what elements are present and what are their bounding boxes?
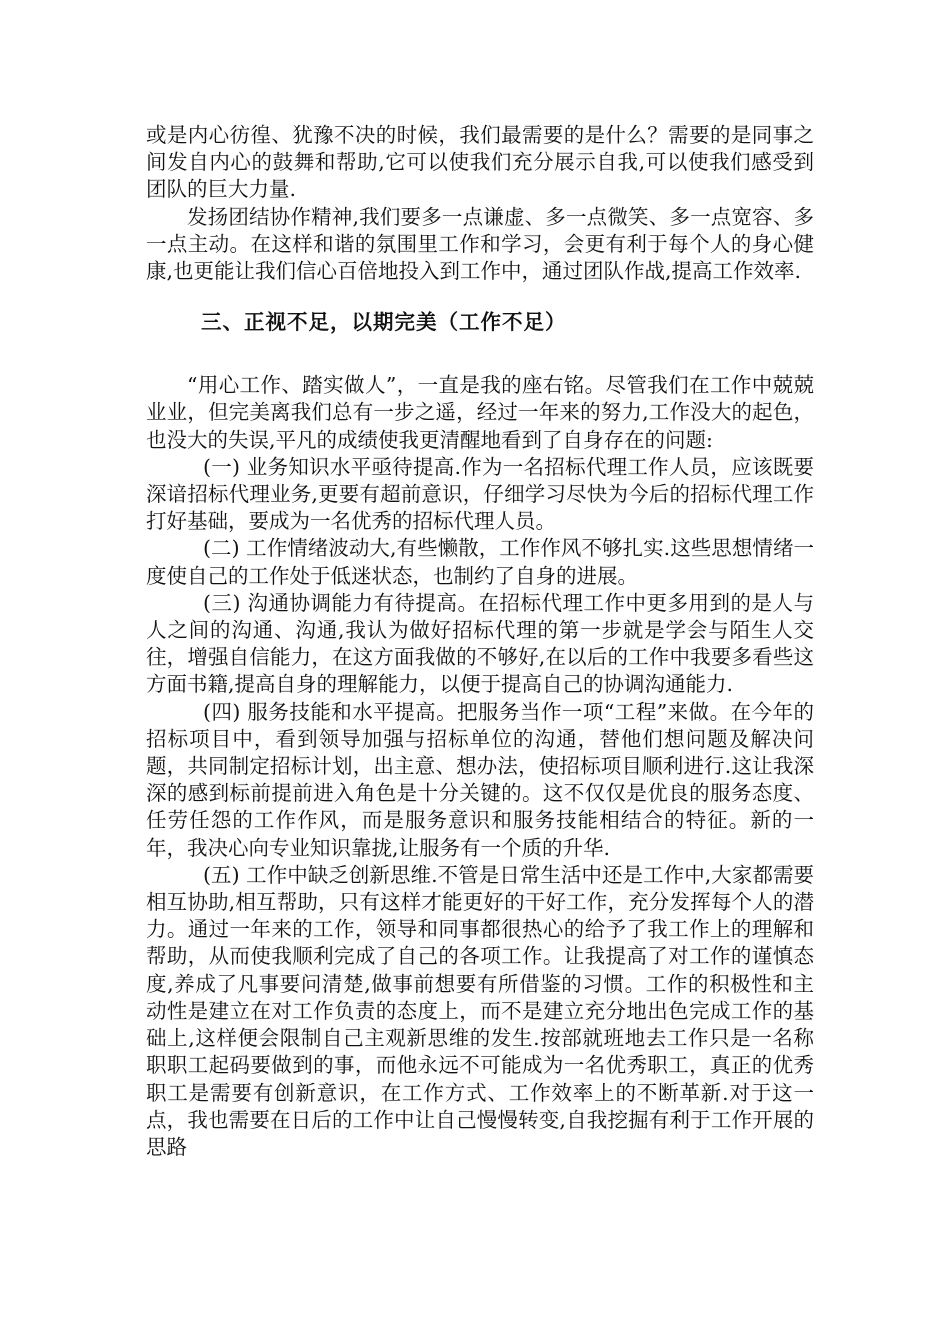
list-item-4: (四) 服务技能和水平提高。把服务当作一项“工程”来做。在今年的招标项目中，看到领导加强与招标单位的沟通，替他们想问题及解决问题，共同制定招标计划，出主意、想办法，使招标项目顺利进行.这让我深深的感到标前提前进入角色是十分关键的。这不仅仅是优良的服务态度、任劳任怨的工作作风，而是服务意识和服务技能相结合的特征。新的一年，我决心向专业知识靠拢,让服务有一个质的升华. bbox=[146, 699, 814, 860]
paragraph-intro: “用心工作、踏实做人”，一直是我的座右铭。尽管我们在工作中兢兢业业，但完美离我们总有一步之遥，经过一年来的努力,工作没大的起色，也没大的失误,平凡的成绩使我更清醒地看到了自身存在的问题: bbox=[146, 373, 814, 452]
list-item-3: (三) 沟通协调能力有待提高。在招标代理工作中更多用到的是人与人之间的沟通、沟通,我认为做好招标代理的第一步就是学会与陌生人交往，增强自信能力，在这方面我做的不够好,在以后的工作中我要多看些这方面书籍,提高自身的理解能力，以便于提高自己的协调沟通能力. bbox=[146, 590, 814, 697]
section-heading: 三、正视不足，以期完美（工作不足） bbox=[201, 310, 567, 335]
list-item-2: (二) 工作情绪波动大,有些懒散，工作作风不够扎实.这些思想情绪一度使自己的工作处于低迷状态，也制约了自身的进展。 bbox=[146, 536, 814, 588]
document-page bbox=[146, 122, 814, 1161]
list-item-5: (五) 工作中缺乏创新思维.不管是日常生活中还是工作中,大家都需要相互协助,相互帮助，只有这样才能更好的干好工作，充分发挥每个人的潜力。通过一年来的工作，领导和同事都很热心的给予了我工作上的理解和帮助，从而使我顺利完成了自己的各项工作。让我提高了对工作的谨慎态度,养成了凡事要问清楚,做事前想要有所借鉴的习惯。工作的积极性和主动性是建立在对工作负责的态度上，而不是建立充分地出色完成工作的基础上,这样便会限制自己主观新思维的发生.按部就班地去工作只是一名称职职工起码要做到的事，而他永远不可能成为一名优秀职工，真正的优秀职工是需要有创新意识，在工作方式、工作效率上的不断革新.对于这一点，我也需要在日后的工作中让自己慢慢转变,自我挖掘有利于工作开展的思路 bbox=[146, 862, 814, 1159]
list-item-1: (一) 业务知识水平亟待提高.作为一名招标代理工作人员，应该既要深谙招标代理业务,更要有超前意识，仔细学习尽快为今后的招标代理工作打好基础，要成为一名优秀的招标代理人员。 bbox=[146, 454, 814, 534]
paragraph-continuation: 或是内心彷徨、犹豫不决的时候，我们最需要的是什么？需要的是同事之间发自内心的鼓舞和帮助,它可以使我们充分展示自我,可以使我们感受到团队的巨大力量. bbox=[146, 123, 814, 202]
paragraph-teamwork: 发扬团结协作精神,我们要多一点谦虚、多一点微笑、多一点宽容、多一点主动。在这样和谐的氛围里工作和学习，会更有利于每个人的身心健康,也更能让我们信心百倍地投入到工作中，通过团队作战,提高工作效率. bbox=[146, 204, 814, 284]
